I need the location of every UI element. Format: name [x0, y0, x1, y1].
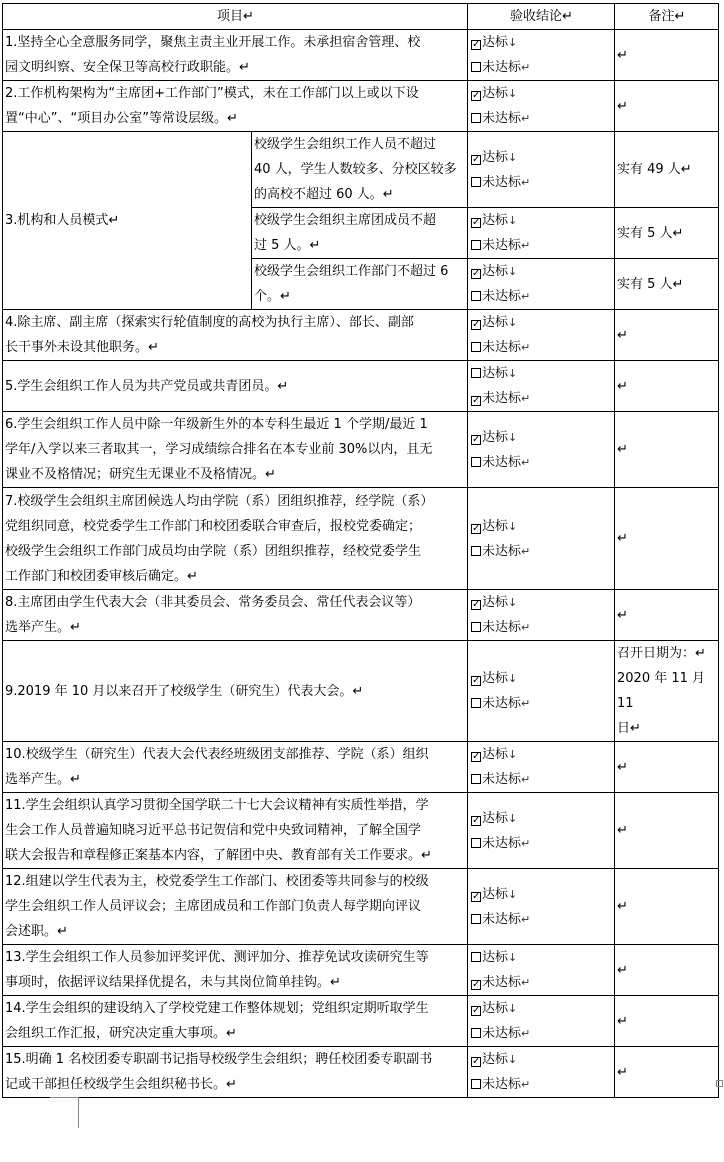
remark-text: 实有 5 人↵	[617, 276, 684, 292]
fail-label: 未达标	[482, 835, 522, 851]
item-text-cell	[3, 310, 468, 361]
fail-checkbox-option	[470, 106, 613, 131]
line-break-mark: ↓	[508, 596, 518, 609]
paragraph-mark: ↵	[521, 175, 531, 189]
remark-line: 日↵	[617, 721, 641, 736]
pass-checkbox-option	[470, 514, 613, 539]
result-cell	[468, 30, 615, 81]
item-text-line: 10.校级学生（研究生）代表大会代表经班级团支部推荐、学院（系）组织	[5, 747, 429, 762]
empty-box-icon	[471, 838, 481, 848]
checked-box-icon: ✓	[472, 395, 481, 406]
fail-label: 未达标	[482, 543, 522, 559]
item-text-line: 过 5 人。↵	[254, 238, 321, 253]
result-cell	[468, 81, 615, 132]
item-text-line: 14.学生会组织的建设纳入了学校党建工作整体规划；党组织定期听取学生	[5, 1001, 429, 1016]
fail-label: 未达标	[482, 1077, 522, 1092]
empty-box-icon	[471, 457, 481, 467]
line-break-mark: ↓	[508, 748, 518, 761]
remark-cell	[615, 641, 719, 742]
item-text-cell	[3, 361, 468, 412]
empty-box-icon	[471, 952, 481, 962]
checked-box-icon: ✓	[472, 39, 481, 50]
checked-box-icon: ✓	[472, 522, 481, 534]
checked-box-icon: ✓	[472, 217, 481, 228]
paragraph-mark: ↵	[521, 697, 531, 710]
item-text-line: 15.明确 1 名校团委专职副书记指导校级学生会组织；聘任校团委专职副书	[5, 1052, 433, 1067]
paragraph-mark: ↵	[521, 976, 531, 989]
item-text-line: 课业不及格情况；研究生无课业不及格情况。↵	[5, 467, 276, 482]
checked-box-icon: ✓	[472, 979, 481, 990]
fail-checkbox-option	[470, 1021, 613, 1046]
checked-box-icon: ✓	[472, 268, 481, 279]
remark-text: ↵	[617, 47, 628, 63]
checked-box-icon: ✓	[472, 433, 481, 445]
remark-text: 实有 49 人↵	[617, 162, 692, 177]
remark-cell	[615, 590, 719, 641]
line-break-mark: ↓	[508, 316, 518, 329]
item-text-line: 的高校不超过 60 人。↵	[254, 187, 394, 202]
table-row	[3, 132, 719, 208]
group-label-cell: 3.机构和人员模式↵	[3, 132, 252, 310]
line-break-mark: ↓	[508, 265, 518, 278]
table-body	[3, 4, 719, 1098]
table-row	[3, 30, 719, 81]
item-text-cell	[3, 742, 468, 793]
checked-box-icon: ✓	[472, 90, 481, 101]
item-text-cell	[3, 412, 468, 488]
paragraph-mark: ↵	[521, 392, 531, 405]
paragraph-mark: ↵	[521, 1078, 531, 1091]
item-text-line: 校级学生会组织工作人员不超过	[254, 137, 437, 152]
remark-text: ↵	[617, 823, 628, 838]
pass-label: 达标	[482, 264, 509, 279]
pass-label: 达标	[482, 35, 509, 50]
paragraph-mark: ↵	[521, 112, 531, 125]
item-text-line: 会述职。↵	[5, 924, 68, 939]
remark-cell	[615, 208, 719, 259]
fail-label: 未达标	[482, 60, 522, 75]
result-cell	[468, 488, 615, 590]
remark-cell	[615, 259, 719, 310]
empty-box-icon	[471, 342, 481, 352]
fail-label: 未达标	[482, 340, 522, 355]
pass-checkbox-option	[470, 806, 613, 831]
paragraph-mark: ↵	[521, 773, 531, 786]
fail-checkbox-option	[470, 831, 613, 856]
pass-label: 达标	[482, 1052, 509, 1067]
remark-text: ↵	[617, 98, 628, 114]
remark-text: ↵	[617, 531, 628, 546]
header-row	[3, 4, 719, 30]
item-text-line: 9.2019 年 10 月以来召开了校级学生（研究生）代表大会。↵	[5, 683, 364, 699]
paragraph-mark: ↵	[521, 912, 531, 926]
item-text-cell	[252, 259, 468, 310]
table-row	[3, 1047, 719, 1098]
table-row	[3, 310, 719, 361]
pass-label: 达标	[482, 810, 509, 826]
result-cell	[468, 641, 615, 742]
paragraph-mark: ↵	[521, 341, 531, 354]
line-break-mark: ↓	[508, 1053, 518, 1066]
item-text-line: 选举产生。↵	[5, 772, 81, 787]
checked-box-icon: ✓	[472, 1056, 481, 1067]
pass-checkbox-option	[470, 310, 613, 335]
remark-text: ↵	[617, 962, 628, 978]
remark-text: ↵	[617, 1013, 628, 1029]
fail-label: 未达标	[482, 289, 522, 304]
item-text-line: 6.学生会组织工作人员中除一年级新生外的本专科生最近 1 个学期/最近 1	[5, 417, 428, 432]
remark-cell	[615, 30, 719, 81]
table-row	[3, 412, 719, 488]
item-text-line: 11.学生会组织认真学习贯彻全国学联二十七大会议精神有实质性举措，学	[5, 798, 429, 813]
item-text-cell	[3, 30, 468, 81]
pass-label: 达标	[482, 595, 509, 610]
header-item: 项目↵	[3, 4, 468, 30]
remark-cell	[615, 1047, 719, 1098]
fail-label: 未达标	[482, 696, 522, 711]
remark-line: 召开日期为：↵	[617, 646, 706, 661]
item-text-line: 校级学生会组织工作部门不超过 6	[254, 264, 449, 279]
checked-box-icon: ✓	[472, 599, 481, 610]
item-text-line: 13.学生会组织工作人员参加评奖评优、测评加分、推荐免试攻读研究生等	[5, 950, 429, 965]
empty-box-icon	[471, 698, 481, 708]
paragraph-mark: ↵	[521, 1027, 531, 1040]
pass-checkbox-option	[470, 425, 613, 450]
table-end-mark	[716, 1080, 723, 1087]
fail-checkbox-option	[470, 233, 613, 258]
pass-checkbox-option	[470, 742, 613, 767]
pass-checkbox-option	[470, 945, 613, 970]
empty-box-icon	[471, 240, 481, 250]
checked-box-icon: ✓	[472, 814, 481, 826]
item-text-cell	[3, 869, 468, 945]
checked-box-icon: ✓	[472, 153, 481, 165]
table-row	[3, 793, 719, 869]
remark-cell	[615, 361, 719, 412]
page-corner-mark	[50, 1097, 79, 1128]
item-text-line: 会组织工作汇报，研究决定重大事项。↵	[5, 1026, 237, 1041]
fail-checkbox-option	[470, 767, 613, 792]
empty-box-icon	[471, 1028, 481, 1038]
remark-line: 2020 年 11 月 11	[617, 671, 706, 711]
empty-box-icon	[471, 914, 481, 924]
fail-label: 未达标	[482, 238, 522, 253]
remark-text: ↵	[617, 759, 628, 775]
item-text-line: 工作部门和校团委审核后确定。↵	[5, 568, 198, 584]
fail-checkbox-option	[470, 284, 613, 309]
item-text-line: 12.组建以学生代表为主，校党委学生工作部门、校团委等共同参与的校级	[5, 874, 429, 889]
fail-checkbox-option	[470, 1072, 613, 1097]
fail-checkbox-option	[470, 170, 613, 195]
paragraph-mark: ↵	[521, 836, 531, 850]
pass-checkbox-option	[470, 1047, 613, 1072]
pass-label: 达标	[482, 213, 509, 228]
line-break-mark: ↓	[508, 150, 518, 164]
fail-checkbox-option	[470, 335, 613, 360]
result-cell	[468, 412, 615, 488]
empty-box-icon	[471, 62, 481, 72]
remark-cell	[615, 793, 719, 869]
remark-cell	[615, 488, 719, 590]
result-cell	[468, 310, 615, 361]
pass-checkbox-option	[470, 590, 613, 615]
result-cell	[468, 996, 615, 1047]
item-text-line: 党组织同意，校党委学生工作部门和校团委联合审查后，报校党委确定；	[5, 518, 422, 534]
pass-label: 达标	[482, 950, 509, 965]
result-cell	[468, 259, 615, 310]
item-text-cell	[3, 793, 468, 869]
line-break-mark: ↓	[508, 951, 518, 964]
line-break-mark: ↓	[508, 887, 518, 901]
pass-label: 达标	[482, 1001, 509, 1016]
remark-cell	[615, 81, 719, 132]
line-break-mark: ↓	[508, 87, 518, 100]
fail-label: 未达标	[482, 620, 522, 635]
table-row	[3, 81, 719, 132]
item-text-cell	[3, 488, 468, 590]
remark-text: ↵	[617, 327, 628, 343]
item-text-cell	[252, 208, 468, 259]
pass-label: 达标	[482, 518, 509, 534]
pass-label: 达标	[482, 149, 509, 165]
item-text-line: 7.校级学生会组织主席团候选人均由学院（系）团组织推荐，经学院（系）	[5, 493, 434, 509]
item-text-line: 2.工作机构架构为“主席团+工作部门”模式，未在工作部门以上或以下设	[5, 86, 419, 101]
fail-checkbox-option	[470, 907, 613, 932]
remark-text: ↵	[617, 442, 628, 457]
item-text-line: 学生会组织工作人员评议会；主席团成员和工作部门负责人每学期向评议	[5, 899, 422, 914]
fail-checkbox-option	[470, 615, 613, 640]
checked-box-icon: ✓	[472, 319, 481, 330]
line-break-mark: ↓	[508, 811, 518, 825]
fail-checkbox-option	[470, 539, 613, 564]
pass-checkbox-option	[470, 145, 613, 170]
remark-cell	[615, 310, 719, 361]
pass-label: 达标	[482, 86, 509, 101]
item-text-cell	[3, 996, 468, 1047]
item-text-cell	[3, 641, 468, 742]
remark-cell	[615, 412, 719, 488]
fail-label: 未达标	[482, 975, 522, 990]
empty-box-icon	[471, 291, 481, 301]
pass-checkbox-option	[470, 996, 613, 1021]
table-row	[3, 488, 719, 590]
pass-checkbox-option	[470, 666, 613, 691]
remark-cell	[615, 132, 719, 208]
remark-cell	[615, 996, 719, 1047]
item-text-line: 4.除主席、副主席（探索实行轮值制度的高校为执行主席）、部长、副部	[5, 315, 414, 330]
paragraph-mark: ↵	[521, 544, 531, 558]
item-text-cell	[3, 945, 468, 996]
pass-label: 达标	[482, 747, 509, 762]
result-cell	[468, 1047, 615, 1098]
remark-cell	[615, 869, 719, 945]
item-text-line: 置“中心”、“项目办公室”等常设层级。↵	[5, 111, 238, 126]
pass-label: 达标	[482, 366, 509, 381]
item-text-cell	[252, 132, 468, 208]
item-text-line: 1.坚持全心全意服务同学，聚焦主责主业开展工作。未承担宿舍管理、校	[5, 35, 421, 50]
result-cell	[468, 945, 615, 996]
fail-label: 未达标	[482, 391, 522, 406]
item-text-line: 学年/入学以来三者取其一，学习成绩综合排名在本专业前 30%以内，且无	[5, 442, 433, 457]
item-text-cell	[3, 590, 468, 641]
result-cell	[468, 590, 615, 641]
line-break-mark: ↓	[508, 214, 518, 227]
line-break-mark: ↓	[508, 36, 518, 49]
item-text-line: 园文明纠察、安全保卫等高校行政职能。↵	[5, 60, 250, 75]
item-text-cell	[3, 81, 468, 132]
checked-box-icon: ✓	[472, 1005, 481, 1016]
line-break-mark: ↓	[508, 672, 518, 685]
pass-label: 达标	[482, 886, 509, 902]
paragraph-mark: ↵	[521, 290, 531, 303]
empty-box-icon	[471, 177, 481, 187]
table-row	[3, 869, 719, 945]
item-text-cell	[3, 1047, 468, 1098]
item-text-line: 长干事外未设其他职务。↵	[5, 340, 159, 355]
remark-text: 实有 5 人↵	[617, 225, 684, 241]
remark-text: ↵	[617, 1064, 628, 1080]
item-text-line: 个。↵	[254, 289, 291, 304]
pass-checkbox-option	[470, 208, 613, 233]
pass-checkbox-option	[470, 30, 613, 55]
fail-checkbox-option	[470, 450, 613, 475]
paragraph-mark: ↵	[521, 61, 531, 74]
item-text-line: 5.学生会组织工作人员为共产党员或共青团员。↵	[5, 378, 289, 394]
pass-label: 达标	[482, 429, 509, 445]
result-cell	[468, 208, 615, 259]
table-row	[3, 641, 719, 742]
remark-text: ↵	[617, 607, 628, 623]
result-cell	[468, 742, 615, 793]
result-cell	[468, 869, 615, 945]
remark-cell	[615, 945, 719, 996]
item-text-line: 校级学生会组织工作部门成员均由学院（系）团组织推荐，经校党委学生	[5, 543, 422, 559]
fail-checkbox-option	[470, 386, 613, 411]
table-row	[3, 590, 719, 641]
pass-checkbox-option	[470, 259, 613, 284]
header-result: 验收结论↵	[468, 4, 615, 30]
item-text-line: 生会工作人员普遍知晓习近平总书记贺信和党中央致词精神，了解全国学	[5, 823, 422, 838]
result-cell	[468, 793, 615, 869]
result-cell	[468, 132, 615, 208]
item-text-line: 联大会报告和章程修正案基本内容，了解团中央、教育部有关工作要求。↵	[5, 848, 432, 863]
remark-cell	[615, 742, 719, 793]
fail-label: 未达标	[482, 772, 522, 787]
table-row	[3, 996, 719, 1047]
line-break-mark: ↓	[508, 430, 518, 444]
line-break-mark: ↓	[508, 367, 518, 380]
item-text-line: 校级学生会组织主席团成员不超	[254, 213, 437, 228]
checked-box-icon: ✓	[472, 751, 481, 762]
line-break-mark: ↓	[508, 1002, 518, 1015]
fail-label: 未达标	[482, 911, 522, 927]
fail-label: 未达标	[482, 174, 522, 190]
empty-box-icon	[471, 622, 481, 632]
empty-box-icon	[471, 774, 481, 784]
result-cell	[468, 361, 615, 412]
pass-label: 达标	[482, 315, 509, 330]
table-row	[3, 742, 719, 793]
fail-label: 未达标	[482, 1026, 522, 1041]
header-remark: 备注↵	[615, 4, 719, 30]
item-text-line: 事项时，依据评议结果择优提名，未与其岗位简单挂钩。↵	[5, 975, 341, 990]
empty-box-icon	[471, 1079, 481, 1089]
item-text-line: 8.主席团由学生代表大会（非其委员会、常务委员会、常任代表会议等）	[5, 595, 421, 610]
fail-checkbox-option	[470, 55, 613, 80]
checked-box-icon: ✓	[472, 890, 481, 902]
pass-label: 达标	[482, 671, 509, 686]
empty-box-icon	[471, 368, 481, 378]
table-row	[3, 945, 719, 996]
checked-box-icon: ✓	[472, 675, 481, 686]
remark-text: ↵	[617, 378, 628, 394]
paragraph-mark: ↵	[521, 455, 531, 469]
empty-box-icon	[471, 546, 481, 556]
pass-checkbox-option	[470, 882, 613, 907]
paragraph-mark: ↵	[521, 239, 531, 252]
paragraph-mark: ↵	[521, 621, 531, 634]
item-text-line: 选举产生。↵	[5, 620, 81, 635]
fail-label: 未达标	[482, 111, 522, 126]
acceptance-table	[2, 3, 719, 1098]
item-text-line: 40 人，学生人数较多、分校区较多	[254, 162, 457, 177]
fail-label: 未达标	[482, 454, 522, 470]
pass-checkbox-option	[470, 81, 613, 106]
fail-checkbox-option	[470, 970, 613, 995]
fail-checkbox-option	[470, 691, 613, 716]
item-text-line: 记或干部担任校级学生会组织秘书长。↵	[5, 1077, 237, 1092]
pass-checkbox-option	[470, 361, 613, 386]
empty-box-icon	[471, 113, 481, 123]
remark-text: ↵	[617, 899, 628, 914]
line-break-mark: ↓	[508, 519, 518, 533]
table-row	[3, 361, 719, 412]
